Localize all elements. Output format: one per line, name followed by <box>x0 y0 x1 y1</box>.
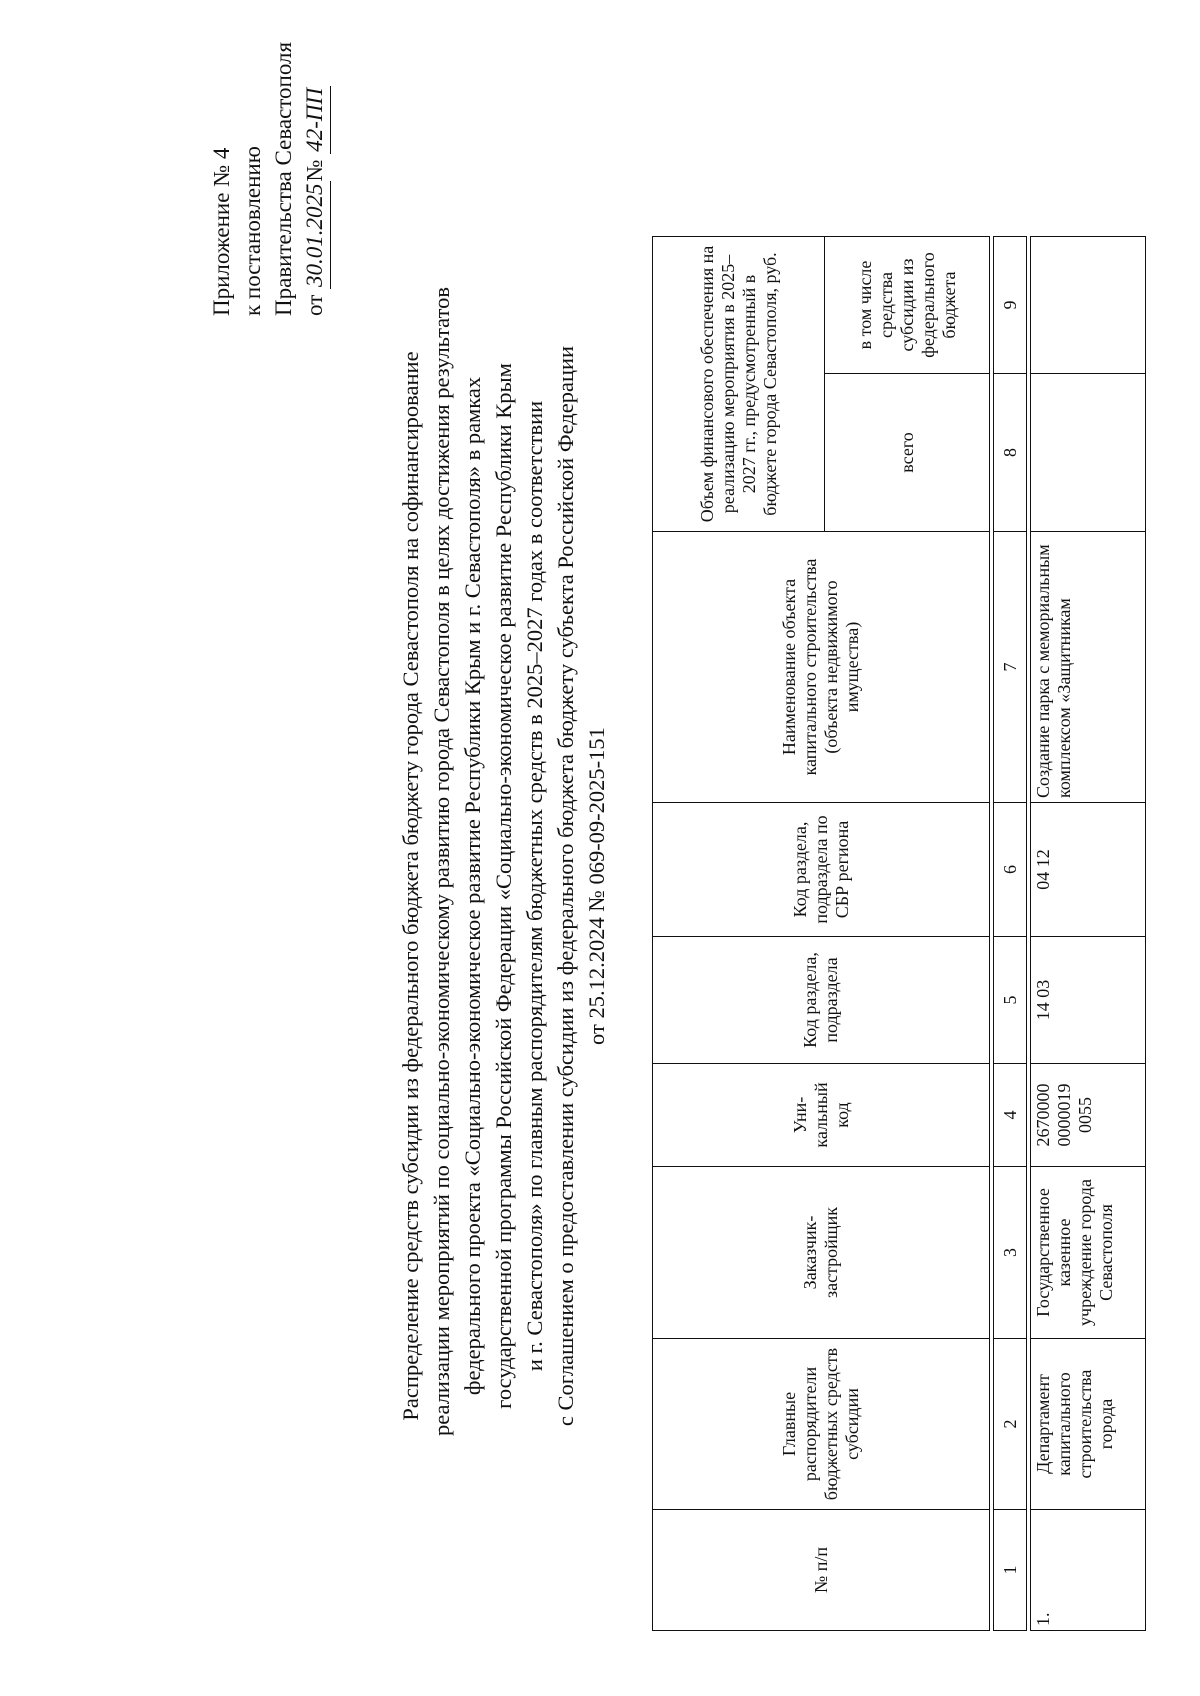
approval-number: 42-ПП <box>299 86 331 154</box>
approval-date: 30.01.2025 <box>299 182 331 290</box>
title-line: от 25.12.2024 № 069-09-2025-151 <box>584 727 609 1045</box>
header-federal: в том числе средства субсидии из федерального бюджета <box>825 237 990 374</box>
column-number: 5 <box>994 937 1027 1064</box>
column-number: 1 <box>994 1510 1027 1631</box>
title-line: федерального проекта «Социально-экономическое развитие Республики Крым и г. Севастополя» в рамках <box>460 376 485 1396</box>
approval-line-4 <box>299 42 331 316</box>
header-section-code: Код раздела, подраздела <box>653 937 990 1064</box>
row-section-code-sbr: 04 12 <box>1031 803 1146 937</box>
row-federal <box>1031 237 1146 374</box>
header-num: № п/п <box>653 1510 990 1631</box>
number-sign: № <box>302 159 327 182</box>
document-title <box>395 287 612 1436</box>
column-number: 4 <box>994 1064 1027 1167</box>
row-object-name: Создание парка с мемориальным комплексом «Защитникам <box>1031 532 1146 803</box>
column-number: 6 <box>994 803 1027 937</box>
row-grbs: Департамент капитального строительства города <box>1031 1339 1146 1510</box>
title-line: государственной программы Российской Федерации «Социально-экономическое развитие Республики Крым <box>491 363 516 1409</box>
row-section-code: 14 03 <box>1031 937 1146 1064</box>
approval-line-1: Приложение № 4 <box>209 147 234 316</box>
column-number: 2 <box>994 1339 1027 1510</box>
header-unique-code: Уни-кальный код <box>653 1064 990 1167</box>
header-object-name: Наименование объекта капитального строительства (объекта недвижимого имущества) <box>653 532 990 803</box>
title-line: Распределение средств субсидии из федерального бюджета бюджету города Севастополя на софинансирование <box>398 351 423 1421</box>
column-number: 8 <box>994 374 1027 532</box>
table-row <box>1031 237 1146 1631</box>
header-financing-volume: Объем финансового обеспечения на реализацию мероприятия в 2025–2027 гг., предусмотренный в бюджете города Севастополя, руб. <box>653 237 825 532</box>
column-number: 9 <box>994 237 1027 374</box>
row-number: 1. <box>1031 1510 1146 1631</box>
title-line: с Соглашением о предоставлении субсидии из федерального бюджета бюджету субъекта Российской Федерации <box>553 345 578 1427</box>
column-number: 7 <box>994 532 1027 803</box>
header-customer: Заказчик-застройщик <box>653 1167 990 1339</box>
subsidy-distribution-table <box>652 236 1146 1631</box>
header-row <box>653 237 825 1631</box>
approval-line-3: Правительства Севастополя <box>271 41 296 316</box>
header-total: всего <box>825 374 990 532</box>
approval-line-2: к постановлению <box>240 146 265 316</box>
column-numbers-row <box>994 237 1027 1631</box>
column-number: 3 <box>994 1167 1027 1339</box>
row-unique-code: 2670000 0000019 0055 <box>1031 1064 1146 1167</box>
title-line: и г. Севастополя» по главным распорядителям бюджетных средств в 2025–2027 годах в соответствии <box>522 400 547 1372</box>
title-line: реализации мероприятий по социально-экономическому развитию города Севастополя в целях достижения результатов <box>429 287 454 1436</box>
date-prefix: от <box>302 294 327 316</box>
row-customer: Государственное казенное учреждение города Севастополя <box>1031 1167 1146 1339</box>
row-total <box>1031 374 1146 532</box>
approval-block <box>206 42 331 316</box>
header-grbs: Главные распорядители бюджетных средств субсидии <box>653 1339 990 1510</box>
header-section-code-sbr: Код раздела, подраздела по СБР региона <box>653 803 990 937</box>
